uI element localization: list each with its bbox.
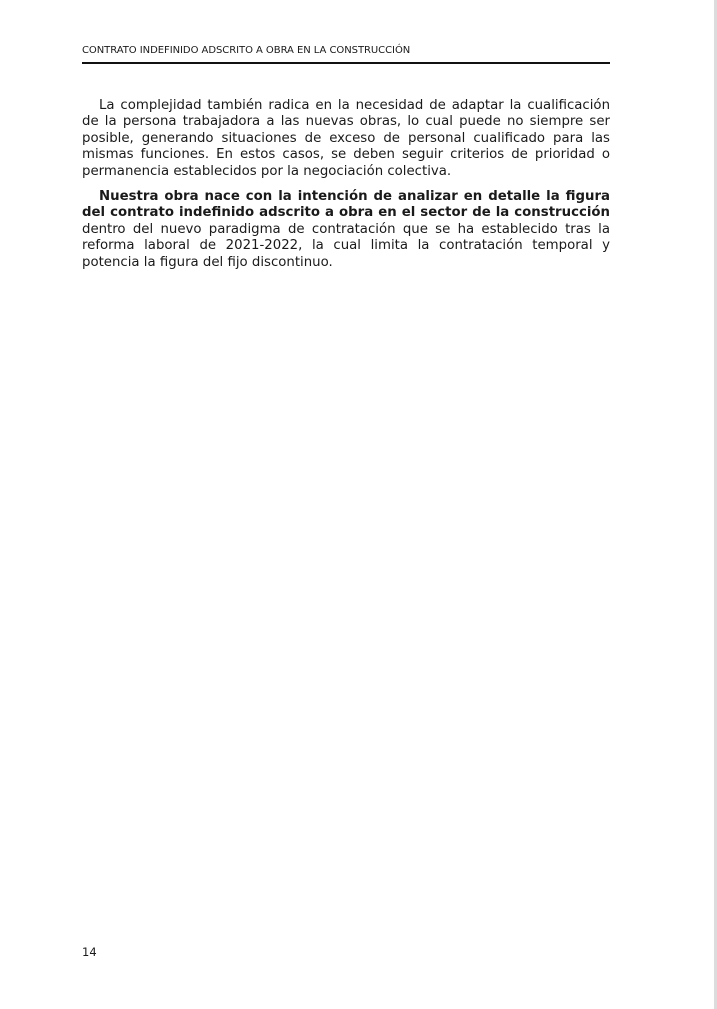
body-text — [82, 98, 610, 271]
paragraph-2-rest: dentro del nuevo paradigma de contratación que se ha establecido tras la reforma laboral de 2021-2022, la cual limita la contratación temporal y potencia la figura del fijo discontinuo. — [82, 221, 610, 270]
paragraph-1: La complejidad también radica en la necesidad de adaptar la cualificación de la persona trabajadora a las nuevas obras, lo cual puede no siempre ser posible, generando situaciones de exceso de personal cualificado para las mismas funciones. En estos casos, se deben seguir criterios de prioridad o permanencia establecidos por la negociación colectiva. — [82, 98, 610, 179]
running-header — [82, 44, 610, 64]
paragraph-2 — [82, 189, 610, 271]
paragraph-2-bold-lead: Nuestra obra nace con la intención de analizar en detalle la figura del contrato indefinido adscrito a obra en el sector de la construcción — [82, 189, 610, 221]
running-header-title: CONTRATO INDEFINIDO ADSCRITO A OBRA EN LA CONSTRUCCIÓN — [82, 45, 411, 56]
page-number: 14 — [82, 945, 97, 959]
